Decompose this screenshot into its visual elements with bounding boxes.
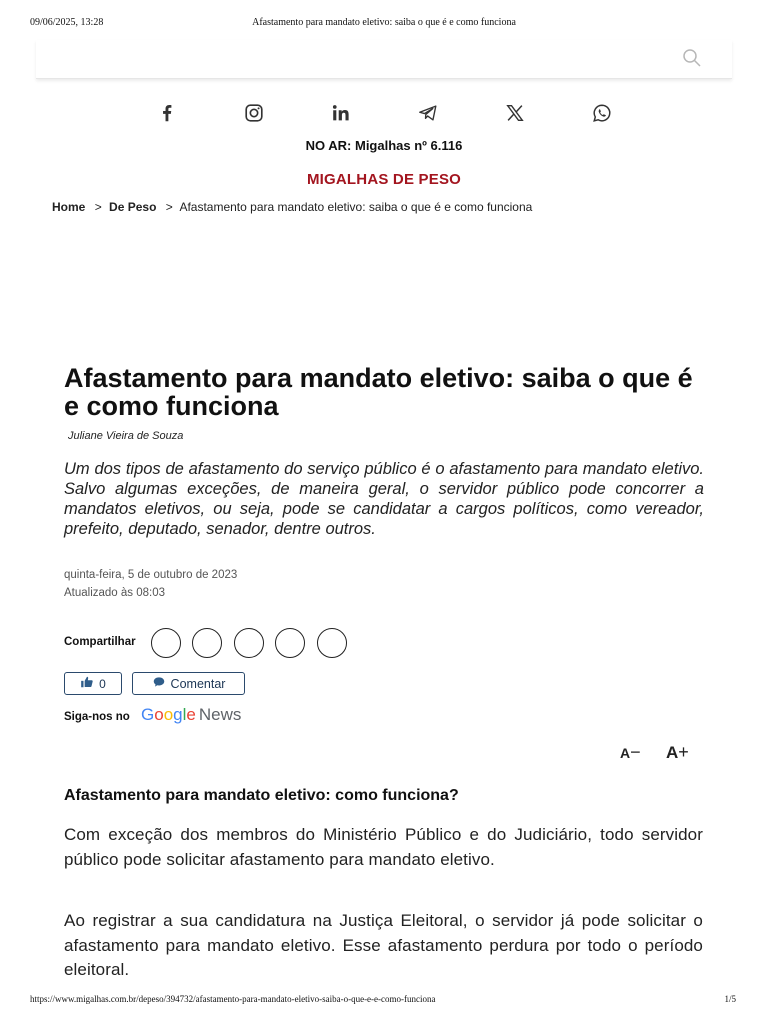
- print-header: [0, 0, 768, 40]
- linkedin-icon[interactable]: [330, 102, 352, 124]
- google-letter: o: [154, 705, 164, 724]
- body-paragraph: Com exceção dos membros do Ministério Público e do Judiciário, todo servidor público pode solicitar afastamento para mandato eletivo.: [64, 825, 703, 869]
- share-button[interactable]: [317, 628, 347, 658]
- share-button[interactable]: [192, 628, 222, 658]
- thumbs-up-icon: [80, 675, 94, 692]
- print-page-number: 1/5: [724, 994, 736, 1004]
- minus-icon: −: [630, 742, 641, 762]
- telegram-icon[interactable]: [417, 102, 439, 124]
- social-links: [0, 102, 768, 126]
- news-wordmark: News: [198, 705, 242, 724]
- font-increase-letter: A: [666, 743, 679, 762]
- google-letter: e: [186, 705, 196, 724]
- like-button[interactable]: [64, 672, 122, 695]
- section-title[interactable]: MIGALHAS DE PESO: [306, 171, 462, 188]
- share-label: Compartilhar: [64, 636, 136, 648]
- google-letter: G: [141, 705, 155, 724]
- like-count: 0: [99, 676, 106, 691]
- share-button[interactable]: [151, 628, 181, 658]
- print-footer: [0, 990, 768, 1010]
- publish-date: quinta-feira, 5 de outubro de 2023: [64, 569, 238, 581]
- print-page-title: Afastamento para mandato eletivo: saiba o que é e como funciona: [252, 17, 516, 28]
- breadcrumb-separator: >: [94, 200, 102, 214]
- comment-label: Comentar: [170, 676, 226, 691]
- font-decrease-button[interactable]: [620, 742, 641, 763]
- breadcrumb-separator: >: [165, 200, 173, 214]
- font-decrease-letter: A: [620, 745, 631, 761]
- google-news-logo[interactable]: [141, 705, 241, 725]
- facebook-icon[interactable]: [156, 102, 178, 124]
- breadcrumb: [52, 200, 532, 214]
- article-author[interactable]: Juliane Vieira de Souza: [68, 430, 184, 442]
- instagram-icon[interactable]: [243, 102, 265, 124]
- comment-button[interactable]: [132, 672, 245, 695]
- follow-label: Siga-nos no: [64, 711, 130, 723]
- google-letter: o: [163, 705, 174, 724]
- breadcrumb-category[interactable]: De Peso: [109, 200, 157, 214]
- body-paragraph: Ao registrar a sua candidatura na Justiça Eleitoral, o servidor já pode solicitar o afastamento para mandato eletivo. Esse afastamento perdura por todo o período eleitoral.: [64, 911, 703, 979]
- article-lead: Um dos tipos de afastamento do serviço público é o afastamento para mandato eletivo. Salvo algumas exceções, de maneira geral, o servidor público pode concorrer a mandatos eletivos, ou seja, pode se candidatar a cargos políticos, como vereador, prefeito, deputado, senador, dentre outros.: [64, 460, 704, 538]
- updated-time: Atualizado às 08:03: [64, 587, 166, 599]
- share-button[interactable]: [275, 628, 305, 658]
- google-letter: g: [173, 705, 183, 724]
- google-wordmark: [141, 705, 196, 724]
- article-title: Afastamento para mandato eletivo: saiba o que é e como funciona: [64, 363, 693, 421]
- x-icon[interactable]: [504, 102, 526, 124]
- whatsapp-icon[interactable]: [591, 102, 613, 124]
- google-letter: l: [182, 705, 187, 724]
- font-increase-button[interactable]: [666, 742, 689, 763]
- search-icon[interactable]: [680, 46, 704, 70]
- site-header-bar: [36, 40, 732, 79]
- breadcrumb-current: Afastamento para mandato eletivo: saiba o que é e como funciona: [179, 200, 533, 214]
- print-datetime: 09/06/2025, 13:28: [30, 17, 104, 28]
- breadcrumb-home[interactable]: Home: [52, 200, 86, 214]
- on-air-banner[interactable]: NO AR: Migalhas nº 6.116: [305, 138, 463, 153]
- print-url: https://www.migalhas.com.br/depeso/394732/afastamento-para-mandato-eletivo-saiba-o-que-e-e-como-funciona: [30, 994, 436, 1004]
- comment-bubble-icon: [152, 675, 166, 692]
- section-heading: Afastamento para mandato eletivo: como funciona?: [64, 787, 459, 804]
- plus-icon: +: [678, 742, 689, 762]
- share-button[interactable]: [234, 628, 264, 658]
